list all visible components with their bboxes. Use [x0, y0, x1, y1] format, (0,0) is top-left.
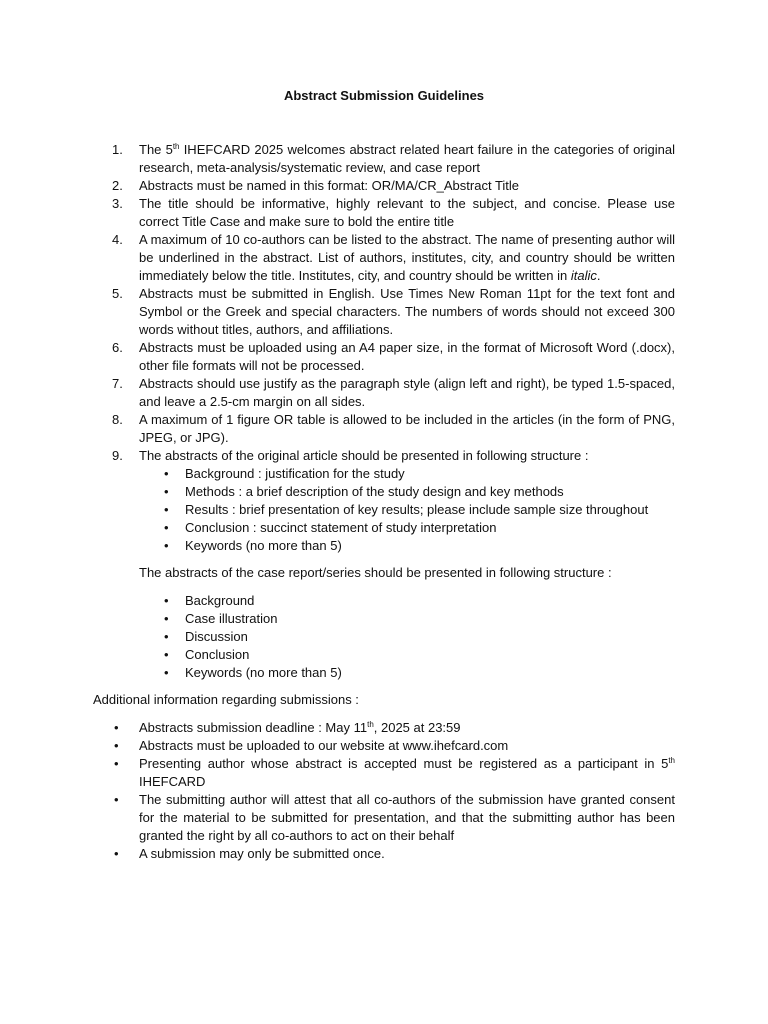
bullet-icon: • — [164, 484, 169, 499]
bullet-icon: • — [164, 665, 169, 680]
guidelines-list — [93, 141, 675, 465]
bullet-icon: • — [164, 520, 169, 535]
item-number: 7. — [112, 376, 123, 391]
bullet-icon: • — [164, 647, 169, 662]
guideline-item: 6. Abstracts must be uploaded using an A4 paper size, in the format of Microsoft Word (.docx), other file formats will not be processed. — [112, 340, 675, 373]
list-item: • Abstracts must be uploaded to our website at www.ihefcard.com — [114, 738, 509, 753]
bullet-icon: • — [164, 538, 169, 553]
guideline-item: 8. A maximum of 1 figure OR table is allowed to be included in the articles (in the form of PNG, JPEG, or JPG). — [112, 412, 675, 445]
guideline-item: 3. The title should be informative, highly relevant to the subject, and concise. Please use correct Title Case and make sure to bold the entire title — [112, 196, 675, 229]
original-structure-list — [139, 465, 675, 555]
list-item: • Background — [164, 593, 255, 608]
bullet-icon: • — [164, 502, 169, 517]
bullet-icon: • — [114, 738, 119, 753]
guideline-item: 5. Abstracts must be submitted in English. Use Times New Roman 11pt for the text font and Symbol or the Greek and special characters. The numbers of words should not exceed 300 words without titles, authors, and affiliations. — [112, 286, 675, 337]
document-body — [93, 141, 675, 863]
additional-info-heading: Additional information regarding submissions : — [93, 692, 359, 707]
list-item: • A submission may only be submitted once. — [114, 846, 385, 861]
guideline-item: 2. Abstracts must be named in this format: OR/MA/CR_Abstract Title — [112, 178, 520, 193]
list-item: • Results : brief presentation of key results; please include sample size throughout — [164, 502, 649, 517]
item-number: 1. — [112, 142, 123, 157]
bullet-icon: • — [114, 720, 119, 735]
list-item: • Case illustration — [164, 611, 278, 626]
case-structure-intro: The abstracts of the case report/series should be presented in following structure : — [139, 565, 612, 580]
italic-word: italic — [570, 268, 597, 283]
item-number: 6. — [112, 340, 123, 355]
guideline-item: 9. The abstracts of the original article should be presented in following structure : — [112, 448, 589, 463]
bullet-icon: • — [164, 466, 169, 481]
bullet-icon: • — [164, 593, 169, 608]
item-number: 3. — [112, 196, 123, 211]
bullet-icon: • — [164, 629, 169, 644]
item-number: 9. — [112, 448, 123, 463]
guideline-item: 7. Abstracts should use justify as the paragraph style (align left and right), be typed 1.5-spaced, and leave a 2.5-cm margin on all sides. — [112, 376, 675, 409]
list-item: • Conclusion — [164, 647, 250, 662]
list-item: • Discussion — [164, 629, 248, 644]
list-item: • Presenting author whose abstract is accepted must be registered as a participant in 5th IHEFCARD — [114, 756, 675, 789]
list-item: • Conclusion : succinct statement of study interpretation — [164, 520, 497, 535]
list-item: • Methods : a brief description of the study design and key methods — [164, 484, 564, 499]
item-number: 2. — [112, 178, 123, 193]
additional-info-list — [93, 719, 675, 863]
case-structure-list — [139, 592, 675, 682]
bullet-icon: • — [114, 846, 119, 861]
guideline-item: 4. A maximum of 10 co-authors can be listed to the abstract. The name of presenting author will be underlined in the abstract. List of authors, institutes, city, and country should be written immediately below the title. Institutes, city, and country should be written in italic. — [112, 232, 675, 283]
document-title: Abstract Submission Guidelines — [283, 88, 485, 103]
list-item: • Abstracts submission deadline : May 11th, 2025 at 23:59 — [114, 720, 461, 735]
bullet-icon: • — [114, 792, 119, 807]
list-item: • Keywords (no more than 5) — [164, 538, 342, 553]
bullet-icon: • — [164, 611, 169, 626]
bullet-icon: • — [114, 756, 119, 771]
item-number: 5. — [112, 286, 123, 301]
item-number: 4. — [112, 232, 123, 247]
guideline-item: 1. The 5th IHEFCARD 2025 welcomes abstract related heart failure in the categories of original research, meta-analysis/systematic review, and case report — [112, 142, 675, 175]
list-item: • Keywords (no more than 5) — [164, 665, 342, 680]
list-item: • The submitting author will attest that all co-authors of the submission have granted consent for the material to be submitted for presentation, and that the submitting author has been granted the right by all co-authors to act on their behalf — [114, 792, 675, 843]
item-number: 8. — [112, 412, 123, 427]
list-item: • Background : justification for the study — [164, 466, 405, 481]
